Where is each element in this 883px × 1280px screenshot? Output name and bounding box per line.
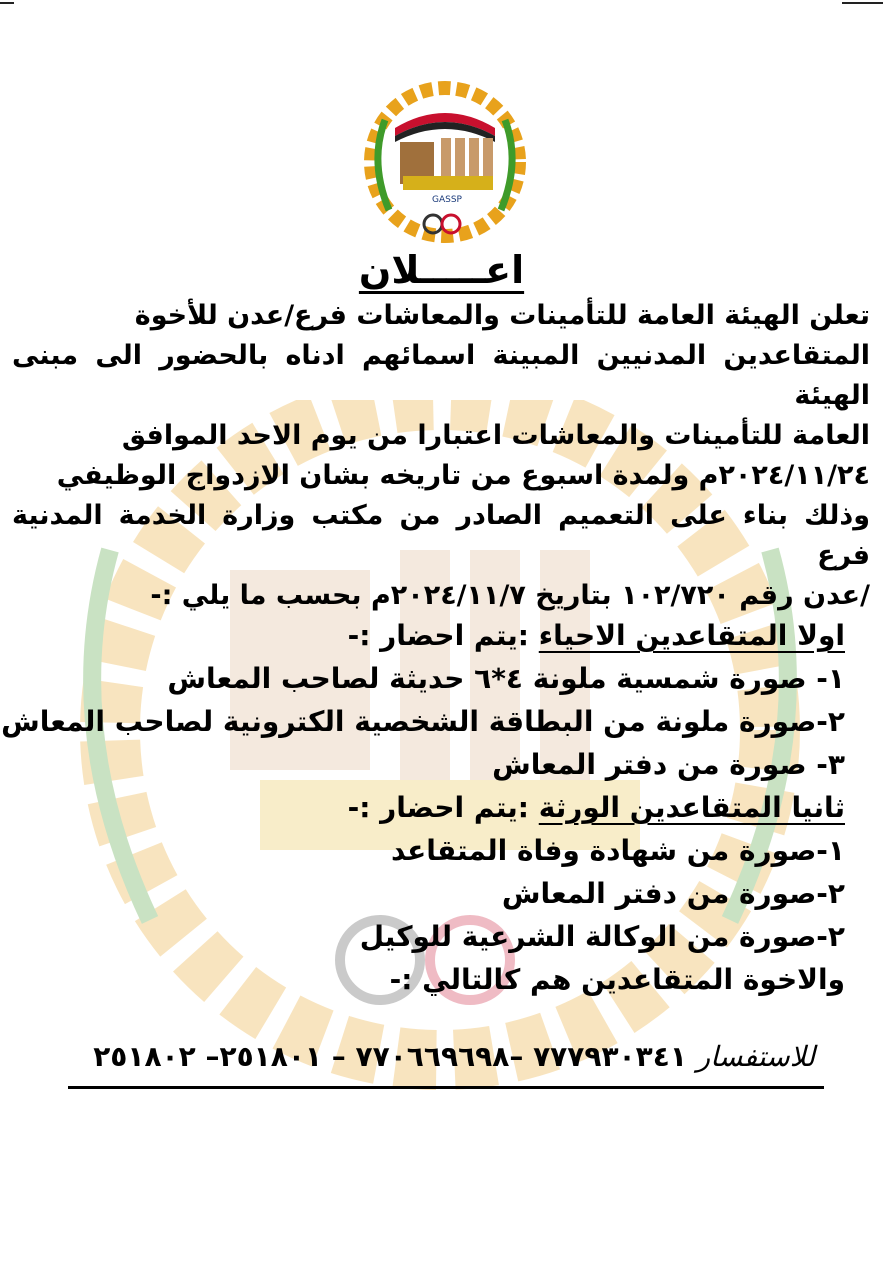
section-suffix: :يتم احضار :-: [347, 791, 539, 824]
list-item: والاخوة المتقاعدين هم كالتالي :-: [389, 963, 845, 996]
contact-line: [55, 1040, 815, 1073]
body-line: العامة للتأمينات والمعاشات اعتبارا من يوم الاحد الموافق: [121, 420, 870, 451]
section-suffix: :يتم احضار :-: [347, 619, 539, 652]
list-item: ٢-صورة من الوكالة الشرعية للوكيل: [359, 920, 845, 953]
body-line: المتقاعدين المدنيين المبينة اسمائهم ادناه بالحضور الى مبنى الهيئة: [12, 340, 870, 411]
list-item: ٢-صورة ملونة من البطاقة الشخصية الكترونية لصاحب المعاش: [1, 705, 845, 738]
body-line: وذلك بناء على التعميم الصادر من مكتب وزارة الخدمة المدنية فرع: [12, 500, 870, 571]
announcement-body: [12, 296, 870, 616]
body-line: ٢٠٢٤/١١/٢٤م ولمدة اسبوع من تاريخه بشان الازدواج الوظيفي: [56, 460, 870, 491]
announcement-heading: [0, 248, 883, 292]
gassp-logo-icon: [355, 80, 535, 245]
section-heading: [25, 614, 845, 657]
list-item: ٣- صورة من دفتر المعاش: [492, 748, 845, 781]
contact-underline: [68, 1086, 824, 1089]
section-title: ثانيا المتقاعدين الورثة: [538, 791, 845, 824]
logo-abbr: GASSP: [432, 195, 462, 205]
list-item: ١- صورة شمسية ملونة ٤*٦ حديثة لصاحب المعاش: [167, 662, 845, 695]
body-line: تعلن الهيئة العامة للتأمينات والمعاشات فرع/عدن للأخوة: [134, 300, 870, 331]
section-title: اولا المتقاعدين الاحياء: [538, 619, 845, 652]
section-heading: [25, 786, 845, 829]
top-edge-rule: [0, 0, 883, 8]
heading-text: اعـــــلان: [358, 248, 525, 292]
body-line: /عدن رقم ١٠٢/٧٢٠ بتاريخ ٢٠٢٤/١١/٧م بحسب ما يلي :-: [150, 580, 870, 611]
contact-label: للاستفسار: [696, 1040, 815, 1073]
list-item: ١-صورة من شهادة وفاة المتقاعد: [391, 834, 845, 867]
living-retirees-section: [1, 614, 845, 786]
contact-numbers: ٧٧٧٩٣٠٣٤١ –٧٧٠٦٦٩٦٩٨ – ٢٥١٨٠١– ٢٥١٨٠٢: [93, 1040, 687, 1073]
list-item: ٢-صورة من دفتر المعاش: [501, 877, 845, 910]
heirs-section: [25, 786, 845, 1001]
